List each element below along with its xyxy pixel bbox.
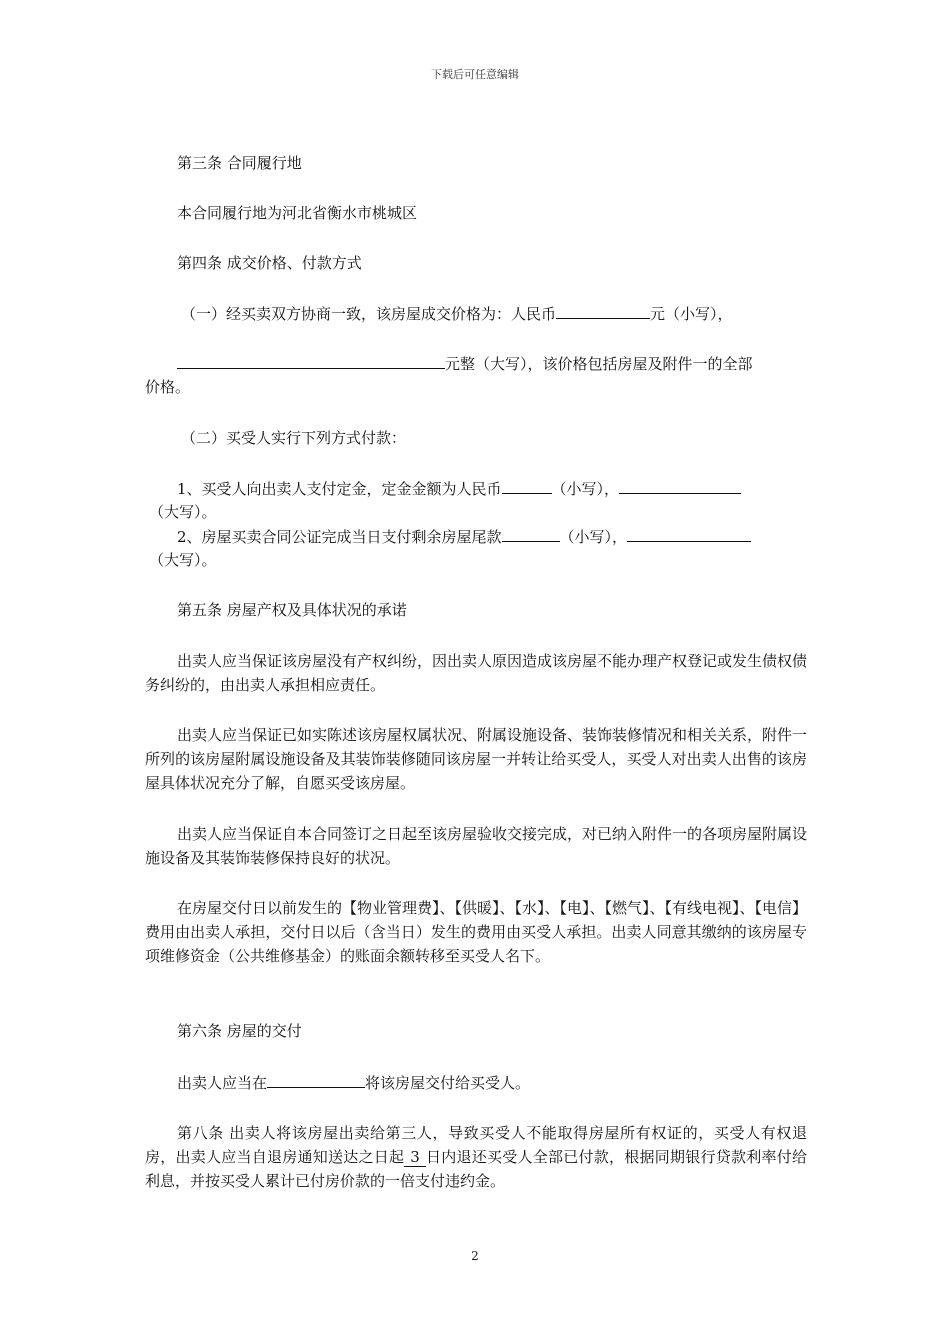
payment-item-2 <box>145 524 839 549</box>
price-line-1 <box>145 301 807 326</box>
article-5-paragraph-4: 在房屋交付日以前发生的【物业管理费】、【供暖】、【水】、【电】、【燃气】、【有线电视】、【电信】费用由出卖人承担，交付日以后（含当日）发生的费用由买受人承担。出卖人同意其缴纳的该房屋专项维修资金（公共维修基金）的账面余额转移至买受人名下。 <box>145 899 808 965</box>
article-5-paragraph-3: 出卖人应当保证自本合同签订之日起至该房屋验收交接完成，对已纳入附件一的各项房屋附属设施设备及其装饰装修保持良好的状况。 <box>145 825 808 867</box>
deposit-small-blank[interactable] <box>502 476 552 494</box>
article-3-heading: 第三条 合同履行地 <box>177 154 302 172</box>
price-capital-blank[interactable] <box>177 351 445 369</box>
payment-item-2-small: （小写）， <box>559 528 628 546</box>
price-line-2 <box>145 351 839 376</box>
delivery-text-b: 将该房屋交付给买受人。 <box>365 1074 531 1092</box>
article-3-body: 本合同履行地为河北省衡水市桃城区 <box>177 204 418 222</box>
page-number: 2 <box>471 1249 479 1263</box>
article-5-heading: 第五条 房屋产权及具体状况的承诺 <box>177 601 407 619</box>
payment-method-heading: （二）买受人实行下列方式付款： <box>181 429 407 447</box>
article-6-body <box>145 1070 839 1095</box>
article-4-heading: 第四条 成交价格、付款方式 <box>177 254 362 272</box>
article-5-paragraph-1: 出卖人应当保证该房屋没有产权纠纷，因出卖人原因造成该房屋不能办理产权登记或发生债权债务纠纷的，由出卖人承担相应责任。 <box>145 652 808 694</box>
payment-item-1-small: （小写）， <box>551 480 620 498</box>
article-8-text-b: 日内退还买受人全部已付款，根据同期银行贷款利率付给利息，并按买受人累计已付房价款的一倍支付违约金。 <box>145 1148 807 1190</box>
payment-item-2-capital: （大写）。 <box>149 551 217 569</box>
deposit-capital-blank[interactable] <box>619 476 741 494</box>
article-8-paragraph <box>145 1121 807 1193</box>
article-6-heading: 第六条 房屋的交付 <box>177 1022 302 1040</box>
article-8-text-a: 第八条 出卖人将该房屋出卖给第三人，导致买受人不能取得房屋所有权证的，买受人有权退房，出卖人应当自退房通知送达之日起 <box>145 1124 807 1166</box>
price-line-3: 价格。 <box>145 378 191 396</box>
delivery-text-a: 出卖人应当在 <box>177 1074 268 1092</box>
balance-capital-blank[interactable] <box>627 524 751 542</box>
price-small-blank[interactable] <box>556 301 650 319</box>
article-5-paragraph-2: 出卖人应当保证已如实陈述该房屋权属状况、附属设施设备、装饰装修情况和相关关系，附件一所列的该房屋附属设施设备及其装饰装修随同该房屋一并转让给买受人，买受人对出卖人出售的该房屋具体状况充分了解，自愿买受该房屋。 <box>145 726 808 792</box>
refund-days-value: 3 <box>404 1148 426 1167</box>
price-text-b: 元（小写）， <box>650 305 733 323</box>
page-header: 下载后可任意编辑 <box>431 68 519 81</box>
payment-item-1 <box>145 476 839 501</box>
price-text-a: （一）经买卖双方协商一致，该房屋成交价格为：人民币 <box>181 305 557 323</box>
payment-item-2-text: 2、房屋买卖合同公证完成当日支付剩余房屋尾款 <box>177 528 502 546</box>
payment-item-1-capital: （大写）。 <box>149 503 217 521</box>
price-capital-text: 元整（大写），该价格包括房屋及附件一的全部 <box>445 355 753 373</box>
delivery-date-blank[interactable] <box>267 1070 365 1088</box>
balance-small-blank[interactable] <box>502 524 560 542</box>
payment-item-1-text: 1、买受人向出卖人支付定金，定金金额为人民币 <box>177 480 502 498</box>
